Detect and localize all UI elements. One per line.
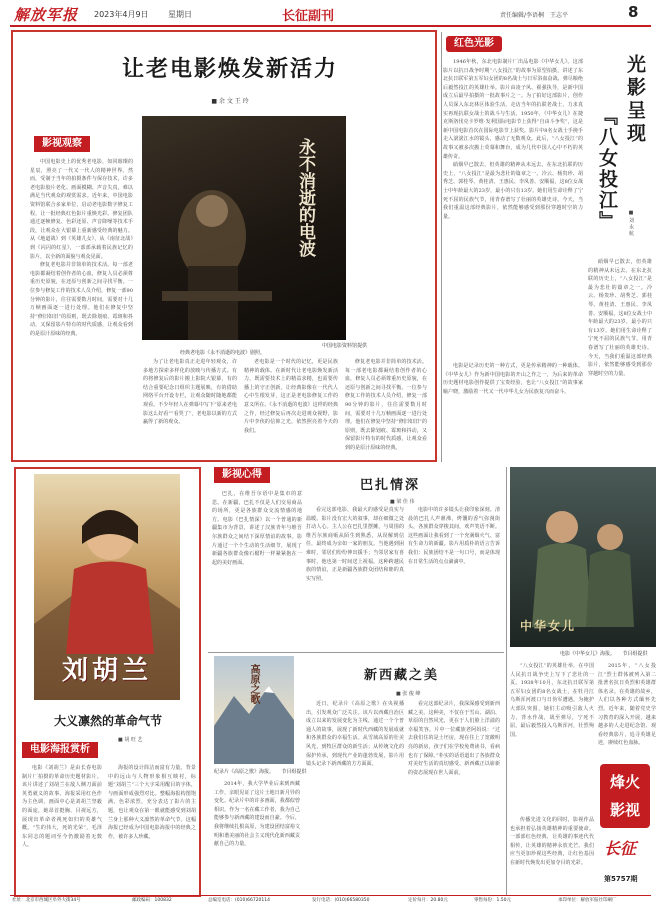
lead-paragraph-4: 老电影是一个时代的记忆，更是民族精神的载体。在新时代让老电影焕发新活力，既需要技术上的精益求精，也需要传播上的守正创新。让经典影像在一代代人心中生根发芽，这正是老电影修复工作的意义所在。《永不消逝的电波》这样的经典之作，经过修复后再次走进观众视野，影片中李侠的信仰之光，依然照亮着今天的我们。 (244, 359, 338, 434)
middle-byline-2: ■ 张 俊 峰 (396, 691, 421, 697)
middle-title-1: 巴扎情深 (360, 478, 421, 493)
lead-paragraph-1: 中国电影史上的优秀老电影，如同璀璨的星辰，照亮了一代又一代人的精神世界。然而，受制于当年的拍摄条件与保存技术，许多老电影胶片老化、画面模糊、声音失真，难以满足当代观众的观赏需求。近年来，中国电影资料馆联合多家单位，启动老电影数字修复工程，让一批经典红色影片重焕光彩。修复团队通过逐帧修复、色彩还原、声音降噪等技术手段，让观众在大银幕上重新感受经典的魅力。从《地道战》到《英雄儿女》，从《南征北战》到《闪闪的红星》，一部部承载着民族记忆的影片，以全新的面貌与观众见面。 (30, 159, 133, 260)
left-bottom-paragraph-1: 电影《刘胡兰》是由长春电影制片厂拍摄的革命历史题材影片。该片讲述了刘胡兰在敌人铡刀面前英勇就义的故事。海报采用红色作为主色调，画面中心是刘胡兰坚毅的面庞，她昂首挺胸、目视远方，展现出革命者视死如归的英雄气概。“生的伟大，死的光荣”，毛泽东同志的题词至今仍激励着无数人。 (22, 765, 102, 849)
masthead-weekday: 星期日 (168, 10, 192, 19)
changzheng-signature: 长征 (604, 839, 637, 858)
lead-paragraph-5: 修复老电影并非简单的技术活。每一部老电影都凝结着创作者的心血，修复人员必须尊重历史原貌，在还原与创新之间寻找平衡。一位参与修复工作的技术人员介绍，修复一部90分钟的影片，往往需要数月时间，需要对十几万帧画面逐一进行处理。他们在修复中坚持“修旧如旧”的原则，既去除划痕、霉斑和抖动，又保留影片特有的时代质感，让观众看到的是原汁原味的经典。 (345, 359, 427, 451)
masthead-rule (10, 25, 651, 27)
middle-text-2b (408, 700, 500, 890)
paper-name: 解放军报 (14, 6, 79, 24)
issue-number: 第5757期 (604, 875, 638, 883)
fenghuo-logo-text: 烽火影视 (609, 773, 640, 819)
lead-photo-caption: 经典老电影《永不消逝的电波》剧照。 (180, 350, 266, 356)
footer (12, 897, 652, 905)
editor-line: 责任编辑/李语桐 王志平 (500, 12, 569, 19)
footer-price: 定价每月：20.80元 (408, 898, 448, 903)
right-bottom-paragraph-c: 传播先进文化的同时，影视作品也承担着弘扬英雄精神的重要使命。一部部红色经典，让英雄的事迹代代相传，让英雄的精神永放光芒。我们应当更加珍视这些经典，让红色基因在新时代焕发出更加夺目的光彩。 (510, 817, 594, 866)
lead-text-col1 (30, 158, 133, 456)
left-bottom-byline: ■ 胡 旺 艺 (118, 737, 143, 743)
masthead (0, 0, 661, 28)
lead-tag (34, 136, 90, 152)
right-bottom-paragraph-b: 2015年，“八女投江”烈士群体被列入第二批著名抗日英烈和英雄群体名录。在英雄的故乡，人们以各种方式缅怀先烈。近年来，随着党史学习教育的深入开展，越来越多的人走进纪念馆、观看经典影片，追寻英雄足迹，赓续红色血脉。 (598, 663, 656, 747)
lead-poster-title: 永不消逝的电波 (295, 138, 315, 257)
right-top-tag (446, 36, 502, 52)
middle-text-2c (214, 780, 300, 890)
left-bottom-text-col1 (22, 764, 102, 892)
middle-bottom-tag-label: 影视心得 (214, 467, 270, 483)
lead-text-col2 (143, 358, 237, 458)
left-bottom-tag-label: 电影海报赏析 (22, 742, 98, 758)
right-top-text-side (588, 258, 652, 458)
middle-text-1c (408, 506, 500, 650)
right-vertical-title-1: 光影呈现 (624, 54, 646, 146)
footer-address: 社址：北京市西城区阜外大街34号 (12, 898, 81, 903)
middle-text-1b (306, 506, 404, 650)
lead-paragraph-2: 修复老电影并非简单的技术活。每一部老电影都凝结着创作者的心血，修复人员必须尊重历史原貌，在还原与创新之间寻找平衡。一位参与修复工作的技术人员介绍，修复一部90分钟的影片，往往需要数月时间，需要对十几万帧画面逐一进行处理。他们在修复中坚持“修旧如旧”的原则，既去除划痕、霉斑和抖动，又保留影片特有的时代质感，让观众看到的是原汁原味的经典。 (30, 262, 133, 337)
tibet-poster (214, 656, 294, 764)
right-vertical-title (588, 54, 652, 254)
footer-phone: 总编室电话：(010)66720114 (208, 898, 271, 903)
lead-text-col3 (244, 358, 338, 458)
right-top-byline: ■ 刘 永 航 (628, 210, 634, 236)
footer-rule (10, 895, 651, 896)
right-top-paragraph-3: 电影是记录历史的一种方式，更是传承精神的一种载体。《中华女儿》作为新中国电影的开山之作之一，为后来的革命历史题材电影创作提供了宝贵经验，也让“八女投江”的故事家喻户晓，激励着一代又一代中华儿女为民族复兴而奋斗。 (443, 363, 583, 395)
footer-printer: 承印单位：解放军报社印刷厂 (558, 898, 617, 903)
right-top-paragraph-4: 硝烟早已散去，但英雄的精神从未远去。在东北抗联的历史上，“八女投江”是最为悲壮的篇章之一。冷云、杨贵珍、胡秀芝、郭桂琴、黄桂清、王惠民、李凤善、安顺福，这8位女战士中年龄最大的23岁，最小的只有13岁。她们用生命诠释了宁死不屈的民族气节，用青春谱写了壮丽的英雄史诗。今天，当我们重温这部经典影片，依然能够感受到那份穿越时空的力量。 (588, 259, 652, 377)
middle-text-2a (306, 700, 404, 890)
middle-paragraph-2b: 看完这部纪录片，我深深感受到新西藏之美。这种美，不仅在于雪山、湖泊、草原的自然风光，更在于人们脸上洋溢的幸福笑容。片中一位藏族老阿妈说：“过去我们住的是土坯房，现在住上了宽敞明亮的新房，孩子们在学校免费读书，看病也有了保障。”朴实的话语道出了各族群众对美好生活的真切感受。新西藏正以崭新的姿态展现在世人面前。 (408, 701, 500, 776)
lead-byline: ■ 余 文 王 玲 (211, 98, 249, 105)
masthead-date: 2023年4月9日 (94, 10, 149, 19)
poster-title: 刘胡兰 (61, 656, 152, 686)
right-top-text-bottom (443, 362, 583, 458)
tibet-poster-text: 高原之歌 (248, 664, 259, 704)
right-bottom-text-b (598, 662, 656, 762)
left-bottom-title: 大义凛然的革命气节 (53, 714, 162, 728)
zhonghua-poster (510, 467, 656, 647)
left-bottom-tag (22, 742, 98, 758)
lead-poster-caption: 中国电影资料馆提供 (322, 343, 368, 349)
lead-photo-art (142, 116, 346, 340)
right-vertical-title-2: 『八女投江』 (596, 106, 618, 232)
middle-paragraph-1b: 看完这部电影，我最大的感受是真实与温暖。影片没有宏大的叙事，却在细微之处打动人心。主人公在巴扎里摆摊，与周围的维吾尔族商贩从陌生到熟悉，从误解到信任，最终成为亲如一家的朋友。当他遇到困难时，邻居们纷纷伸出援手；当邻居家有喜事时，他也第一时间送上祝福。这种跨越民族的情谊，正是新疆各族群众团结和睦的真实写照。 (306, 507, 404, 582)
lead-photo (142, 116, 346, 340)
zhonghua-poster-title: 中华女儿 (520, 619, 577, 633)
lead-title: 让老电影焕发新活力 (121, 56, 338, 82)
middle-paragraph-1c: 电影中的许多镜头让我印象深刻。清晨的巴扎人声鼎沸，烤馕的香气弥漫街头，各族群众穿梭其间，欢声笑语不断。这些画面让我看到了一个充满烟火气、富有生命力的新疆。影片用质朴的语言告诉我们：民族团结不是一句口号，而是体现在日常生活的点点滴滴中。 (408, 507, 500, 565)
divider-right-bottom (506, 467, 507, 895)
divider-middle (208, 652, 504, 653)
right-top-text-main (443, 58, 583, 358)
middle-photo-caption: 纪录片《高原之歌》海报。 节目组提供 (214, 769, 307, 775)
right-bottom-text-c (510, 816, 594, 892)
footer-ad-phone: 发行电话：(010)66580350 (312, 898, 370, 903)
middle-byline-1: ■ 梁 佳 伟 (390, 499, 415, 505)
fenghuo-logo (600, 764, 650, 828)
lead-text-col4 (345, 358, 427, 458)
right-top-tag-label: 红色光影 (446, 36, 502, 52)
right-bottom-text-a (510, 662, 594, 812)
section-name: 长征副刊 (282, 9, 335, 24)
right-bottom-paragraph-a: “八女投江”的英雄壮举，在中国人民抗日战争史上写下了悲壮的一页。1938年10月，东北抗日联军第五军妇女团的8名女战士，在牡丹江乌斯浑河渡口与日伪军遭遇。为掩护大部队突围，她们主动吸引敌人火力，背水作战，战至弹尽，宁死不屈，最后毅然投入乌斯浑河，壮烈殉国。 (510, 663, 594, 738)
footer-postcode: 邮政编码：100832 (132, 898, 172, 903)
left-bottom-paragraph-2: 海报的设计简洁而富有力量。背景中的远山与人物形象相互映衬，标题“刘胡兰”三个大字采用醒目的字体，与画面形成强烈对比。整幅海报构图饱满、色彩浓烈，充分表达了影片的主题，也让观众在第一眼就能感受到刘胡兰身上那种大义凛然的革命气节。这幅海报已经成为中国电影海报中的经典之作，被许多人珍藏。 (108, 765, 196, 840)
middle-text-1a (212, 490, 302, 650)
right-bottom-caption: 电影《中华女儿》海报。 节目组提供 (560, 651, 648, 657)
middle-title-2: 新西藏之美 (364, 668, 440, 683)
lead-tag-label: 影视观察 (34, 136, 90, 152)
right-top-paragraph-1: 1946年秋，东北电影制片厂出品电影《中华女儿》。这部影片以抗日战争时期“八女投江”的故事为原型拍摄，讲述了东北抗日联军第五军妇女团的8名战士与日军浴血奋战、弹尽粮绝后毅然投江的英雄壮举。影片由凌子风、翟强执导，是新中国成立后最早拍摄的一批故事片之一。为了拍好这部影片，创作人员深入东北林区体验生活，走访当年的抗联老战士，力求真实再现抗联女战士的战斗与生活。1950年，《中华女儿》在捷克斯洛伐克卡罗维·发利国际电影节上获得“自由斗争奖”，这是新中国电影首次在国际电影节上获奖。影片中8名女战士手挽手走入滚滚江水的镜头，感动了无数观众。此后，“八女投江”的故事又被多次搬上荧幕和舞台，成为几代中国人心中不朽的英雄传奇。 (443, 59, 583, 160)
middle-bottom-tag (214, 467, 270, 483)
divider-right-top (441, 32, 442, 462)
middle-paragraph-2c: 2014年，我大学毕业后来到西藏工作，亲眼见证了这片土地日新月异的变化。纪录片中的许多画面，我都似曾相识。作为一名在藏工作者，我为自己能够参与新西藏的建设而自豪。今后，我将继续扎根高原，为建设团结富裕文明和谐美丽的社会主义现代化新西藏贡献自己的力量。 (214, 781, 300, 848)
right-top-paragraph-2: 硝烟早已散去，但英雄的精神从未远去。在东北抗联的历史上，“八女投江”是最为悲壮的篇章之一。冷云、杨贵珍、胡秀芝、郭桂琴、黄桂清、王惠民、李凤善、安顺福，这8位女战士中年龄最大的23岁，最小的只有13岁。她们用生命诠释了宁死不屈的民族气节，用青春谱写了壮丽的英雄史诗。今天，当我们重温这部经典影片，依然能够感受到那份穿越时空的力量。 (443, 162, 583, 220)
middle-paragraph-2a: 近日，纪录片《高原之歌》在央视播出，引发观众广泛关注。该片以西藏自治区成立以来的发展变化为主线，通过一个个普通人的故事，展现了新时代西藏的发展成就和各族群众的幸福生活。从雪域高原的壮美风光，到牧区群众的新生活；从传统文化的保护传承，到现代产业的蓬勃发展，影片用镜头记录下新西藏的方方面面。 (306, 701, 404, 768)
footer-price2: 零售每份：1.50元 (474, 898, 512, 903)
liu-hulan-poster (34, 474, 180, 700)
left-bottom-text-col2 (108, 764, 196, 892)
middle-paragraph-1a: 巴扎，在维吾尔语中是集市的意思。在新疆，巴扎不仅是人们交易商品的场所，更是各族群众交流情感的地方。电影《巴扎情深》以一个普通的新疆集市为背景，讲述了汉族青年与维吾尔族群众之间结下深厚情谊的故事。影片通过一个个生动的生活细节，展现了新疆各族群众像石榴籽一样紧紧抱在一起的美好画面。 (212, 491, 302, 566)
page-number: 8 (628, 3, 639, 21)
lead-paragraph-3: 为了让老电影真正走进年轻观众，许多地方探索多样化的放映与传播方式。有的将修复后的影片搬上影院大银幕，有的结合重要纪念日组织主题展映，有的借助网络平台开设专栏，让观众随时随地都能观看。不少年轻人在弹幕中写下“原来老电影这么好看”“看哭了”，老电影以新的方式赢得了新的观众。 (143, 359, 237, 426)
